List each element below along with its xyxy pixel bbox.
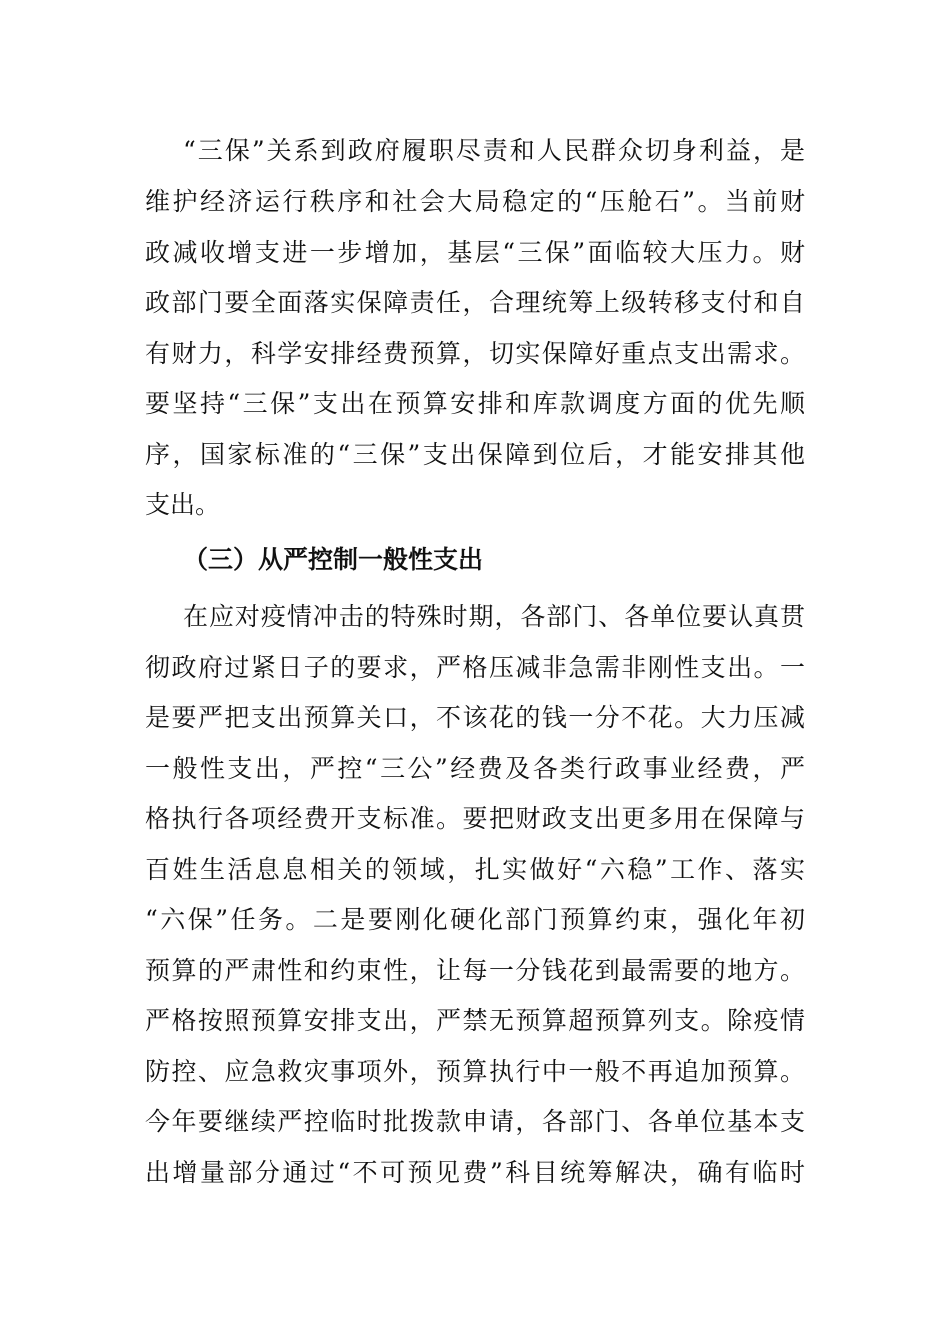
paragraph1-line-8: 支出。 — [145, 490, 221, 519]
paragraph1-line-5: 有财力，科学安排经费预算，切实保障好重点支出需求。 — [145, 339, 805, 368]
paragraph2-line-12: 出增量部分通过“不可预见费”科目统筹解决，确有临时 — [145, 1158, 805, 1187]
paragraph2-line-3: 是要严把支出预算关口，不该花的钱一分不花。大力压减 — [145, 703, 805, 732]
paragraph2-line-11: 今年要继续严控临时批拨款申请，各部门、各单位基本支 — [145, 1107, 805, 1136]
paragraph1-line-2: 维护经济运行秩序和社会大局稳定的“压舱石”。当前财 — [145, 187, 805, 216]
paragraph2-line-1: 在应对疫情冲击的特殊时期，各部门、各单位要认真贯 — [183, 602, 805, 631]
paragraph2-line-5: 格执行各项经费开支标准。要把财政支出更多用在保障与 — [145, 804, 805, 833]
paragraph1-line-4: 政部门要全面落实保障责任，合理统筹上级转移支付和自 — [145, 288, 805, 317]
paragraph2-line-4: 一般性支出，严控“三公”经费及各类行政事业经费，严 — [145, 754, 805, 783]
paragraph2-line-10: 防控、应急救灾事项外，预算执行中一般不再追加预算。 — [145, 1057, 805, 1086]
paragraph2-line-8: 预算的严肃性和约束性，让每一分钱花到最需要的地方。 — [145, 956, 805, 985]
section-heading: （三）从严控制一般性支出 — [183, 545, 484, 574]
paragraph1-line-6: 要坚持“三保”支出在预算安排和库款调度方面的优先顺 — [145, 389, 805, 418]
paragraph1-line-1: “三保”关系到政府履职尽责和人民群众切身利益，是 — [183, 136, 805, 165]
paragraph2-line-7: “六保”任务。二是要刚化硬化部门预算约束，强化年初 — [145, 905, 805, 934]
paragraph2-line-9: 严格按照预算安排支出，严禁无预算超预算列支。除疫情 — [145, 1006, 805, 1035]
paragraph1-line-7: 序，国家标准的“三保”支出保障到位后，才能安排其他 — [145, 440, 805, 469]
paragraph2-line-6: 百姓生活息息相关的领域，扎实做好“六稳”工作、落实 — [145, 855, 805, 884]
paragraph2-line-2: 彻政府过紧日子的要求，严格压减非急需非刚性支出。一 — [145, 653, 805, 682]
paragraph1-line-3: 政减收增支进一步增加，基层“三保”面临较大压力。财 — [145, 238, 805, 267]
